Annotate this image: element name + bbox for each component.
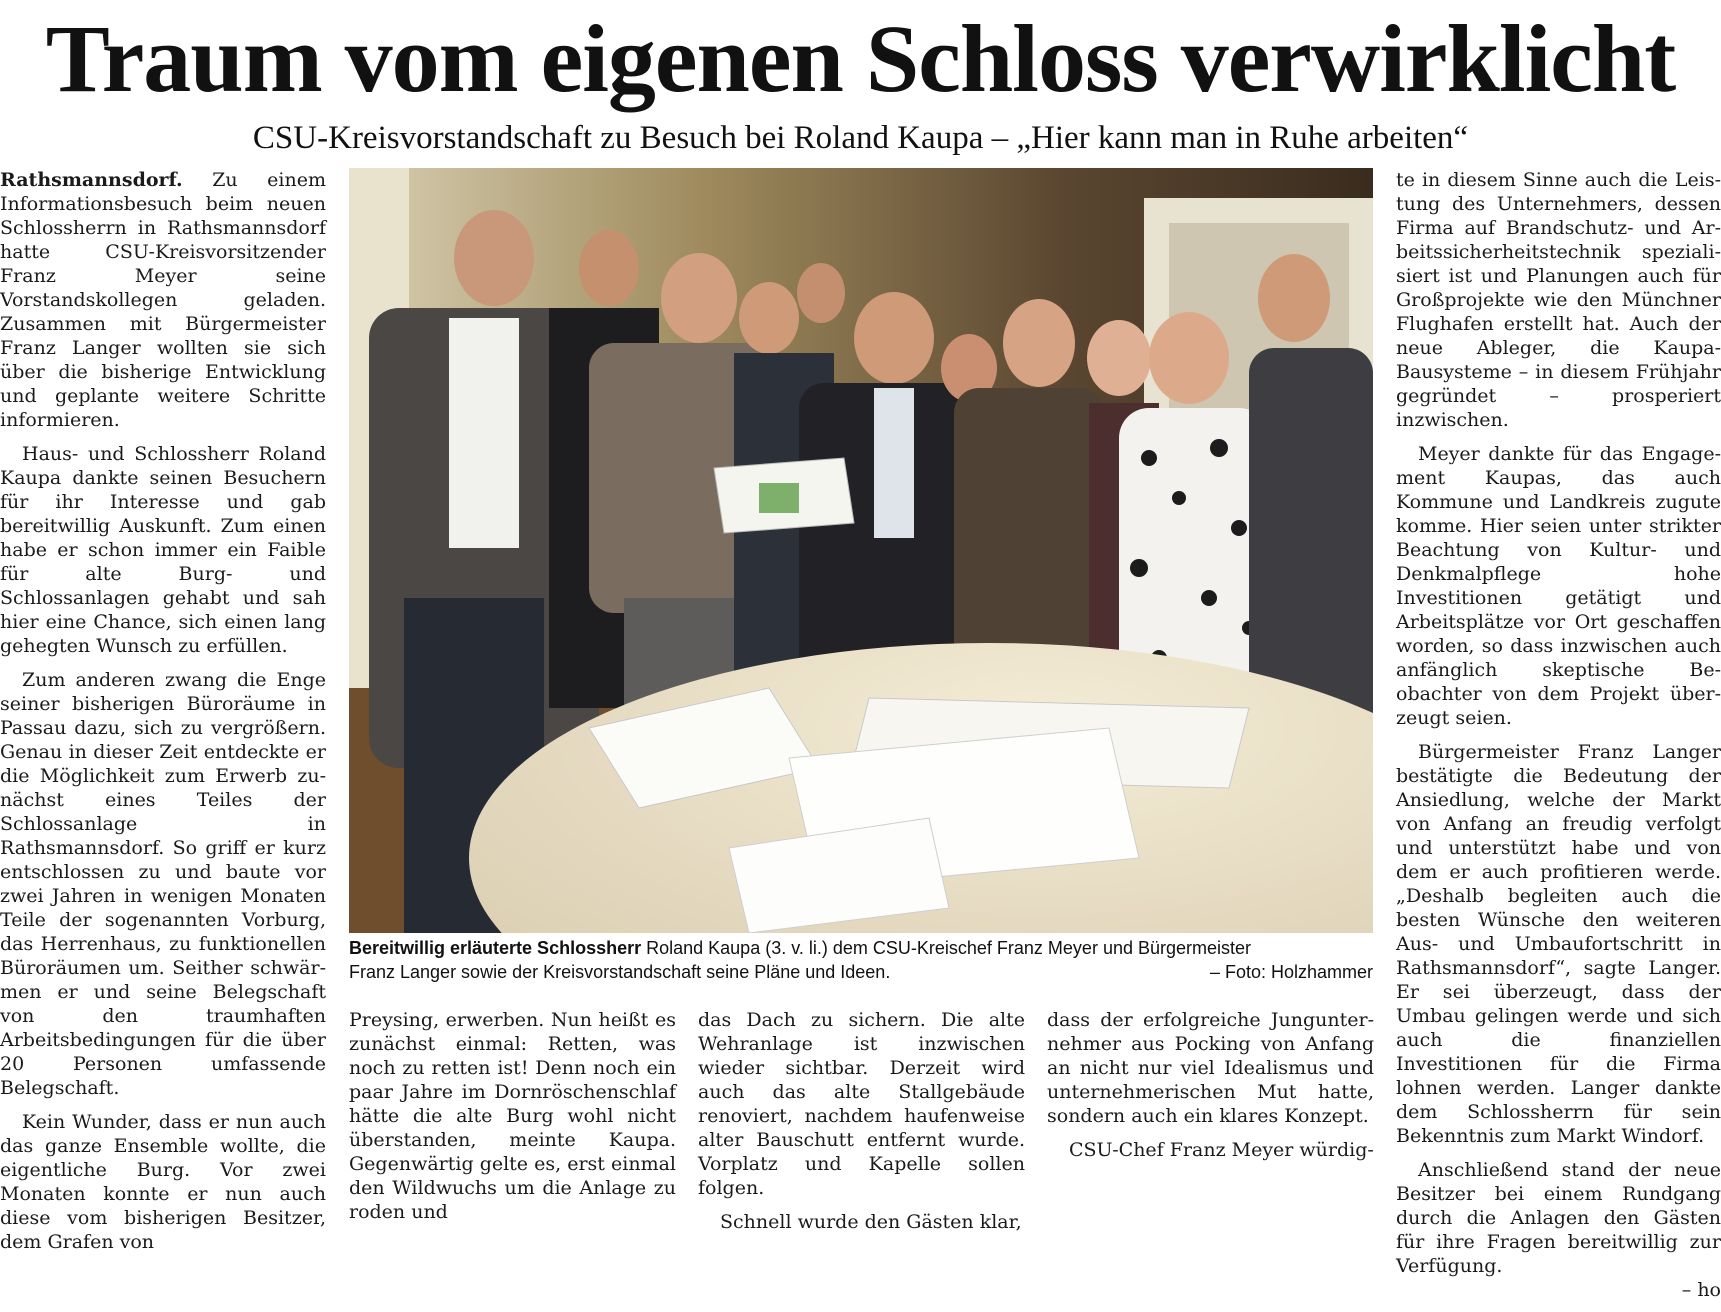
article-column-2 <box>349 1008 676 1234</box>
caption-text: Franz Langer sowie der Kreisvorstandschaft seine Pläne und Ideen. <box>349 962 891 982</box>
article-column-3 <box>698 1008 1025 1244</box>
paragraph: Preysing, erwerben. Nun heißt es zunächst einmal: Retten, was noch zu retten ist! Denn noch ein paar Jahre im Dornröschenschlaf hätte die alte Burg wohl nicht überstanden, meinte Kaupa. Gegenwärtig gelte es, erst einmal den Wildwuchs um die Anlage zu roden und <box>349 1009 676 1223</box>
article-photo <box>349 168 1373 933</box>
article-column-4 <box>1047 1008 1374 1172</box>
paragraph-text: Anschließend stand der neue Besitzer bei einem Rundgang durch die Anlagen den Gästen für ihre Fragen bereitwillig zur Verfügung. <box>1396 1159 1721 1277</box>
paragraph: Haus- und Schlossherr Roland Kaupa dankte seinen Besuchern für ihr Interesse und gab bereitwillig Auskunft. Zum einen habe er schon immer ein Faible für alte Burg- und Schlossanlagen gehabt und sah hier eine Chance, sich einen lang gehegten Wunsch zu erfüllen. <box>0 443 326 657</box>
article-column-1 <box>0 168 326 1264</box>
paragraph: Meyer dankte für das Engagement Kaupas, das auch Kommune und Landkreis zugute komme. Hier seien unter strikter Beachtung von Kultur- und Denkmalpflege hohe Investitionen getätigt und Arbeitsplätze vor Ort geschaffen worden, so dass inzwischen auch anfänglich skeptische Beobachter von dem Projekt überzeugt seien. <box>1396 443 1721 729</box>
paragraph <box>0 168 326 432</box>
article-column-5 <box>1396 168 1721 1312</box>
paragraph <box>1396 1158 1721 1302</box>
caption-text: Roland Kaupa (3. v. li.) dem CSU-Kreischef Franz Meyer und Bürgermeister <box>641 938 1252 958</box>
caption-line <box>349 936 1373 960</box>
photo-illustration <box>349 168 1373 933</box>
dateline: Rathsmannsdorf. <box>0 169 183 191</box>
paragraph: te in diesem Sinne auch die Leistung des Unternehmers, dessen Firma auf Brandschutz- und Arbeitssicherheitstechnik spezialisiert ist und Planungen auch für Großprojekte wie den Münchner Flughafen erstellt hat. Auch der neue Ableger, die Kaupa-Bausysteme – in diesem Frühjahr gegründet – prosperiert inzwischen. <box>1396 169 1721 431</box>
paragraph: CSU-Chef Franz Meyer würdig- <box>1069 1139 1374 1161</box>
paragraph: Schnell wurde den Gästen klar, <box>720 1211 1022 1233</box>
photo-credit: – Foto: Holzhammer <box>1209 962 1373 982</box>
caption-lead: Bereitwillig erläuterte Schlossherr <box>349 938 642 958</box>
paragraph: das Dach zu sichern. Die alte Wehranlage ist inzwischen wieder sichtbar. Derzeit wird auch das alte Stallgebäude renoviert, nachdem haufenweise alter Bauschutt entfernt wurde. Vorplatz und Kapelle sollen folgen. <box>698 1009 1025 1199</box>
photo-caption <box>349 936 1373 984</box>
paragraph-text: Zu einem Informationsbesuch beim neuen Schlossherrn in Rathsmannsdorf hatte CSU-Kreisvorsitzender Franz Meyer seine Vorstandskollegen geladen. Zusammen mit Bürgermeister Franz Langer wollten sie sich über die bisherige Entwicklung und geplante weitere Schritte informieren. <box>0 169 326 431</box>
paragraph: dass der erfolgreiche Jungunternehmer aus Pocking von Anfang an nicht nur viel Idealismus und unternehmerischen Mut hatte, sondern auch ein klares Konzept. <box>1047 1009 1374 1127</box>
paragraph: Bürgermeister Franz Langer bestätigte die Bedeutung der Ansiedlung, welche der Markt von Anfang an freudig verfolgt und unterstützt habe und von dem er auch profitieren werde. „Deshalb begleiten auch die besten Wünsche den weiteren Aus- und Umbaufortschritt in Rathsmannsdorf“, sagte Langer. Er sei überzeugt, dass der Umbau gelingen werde und sich auch die finanziellen Investitionen für die Firma lohnen werden. Langer dankte dem Schlossherrn für sein Bekenntnis zum Markt Windorf. <box>1396 741 1721 1147</box>
caption-line <box>349 960 1373 984</box>
headline: Traum vom eigenen Schloss verwirklicht <box>45 5 1676 112</box>
paragraph: Kein Wunder, dass er nun auch das ganze Ensemble wollte, die eigentliche Burg. Vor zwei Monaten konnte er nun auch diese vom bisherigen Besitzer, dem Grafen von <box>0 1111 326 1253</box>
author-byline: – ho <box>1681 1279 1721 1301</box>
paragraph: Zum anderen zwang die Enge seiner bisherigen Büroräume in Passau dazu, sich zu vergrößern. Genau in dieser Zeit entdeckte er die Möglichkeit zum Erwerb zunächst eines Teiles der Schlossanlage in Rathsmannsdorf. So griff er kurz entschlossen zu und baute vor zwei Jahren in wenigen Monaten Teile der sogenannten Vorburg, das Herrenhaus, zu funktionellen Büroräumen um. Seither schwärmen er und seine Belegschaft von den traumhaften Arbeitsbedingungen für die über 20 Personen umfassende Belegschaft. <box>0 669 326 1099</box>
subheadline: CSU-Kreisvorstandschaft zu Besuch bei Roland Kaupa – „Hier kann man in Ruhe arbeiten“ <box>252 120 1469 156</box>
